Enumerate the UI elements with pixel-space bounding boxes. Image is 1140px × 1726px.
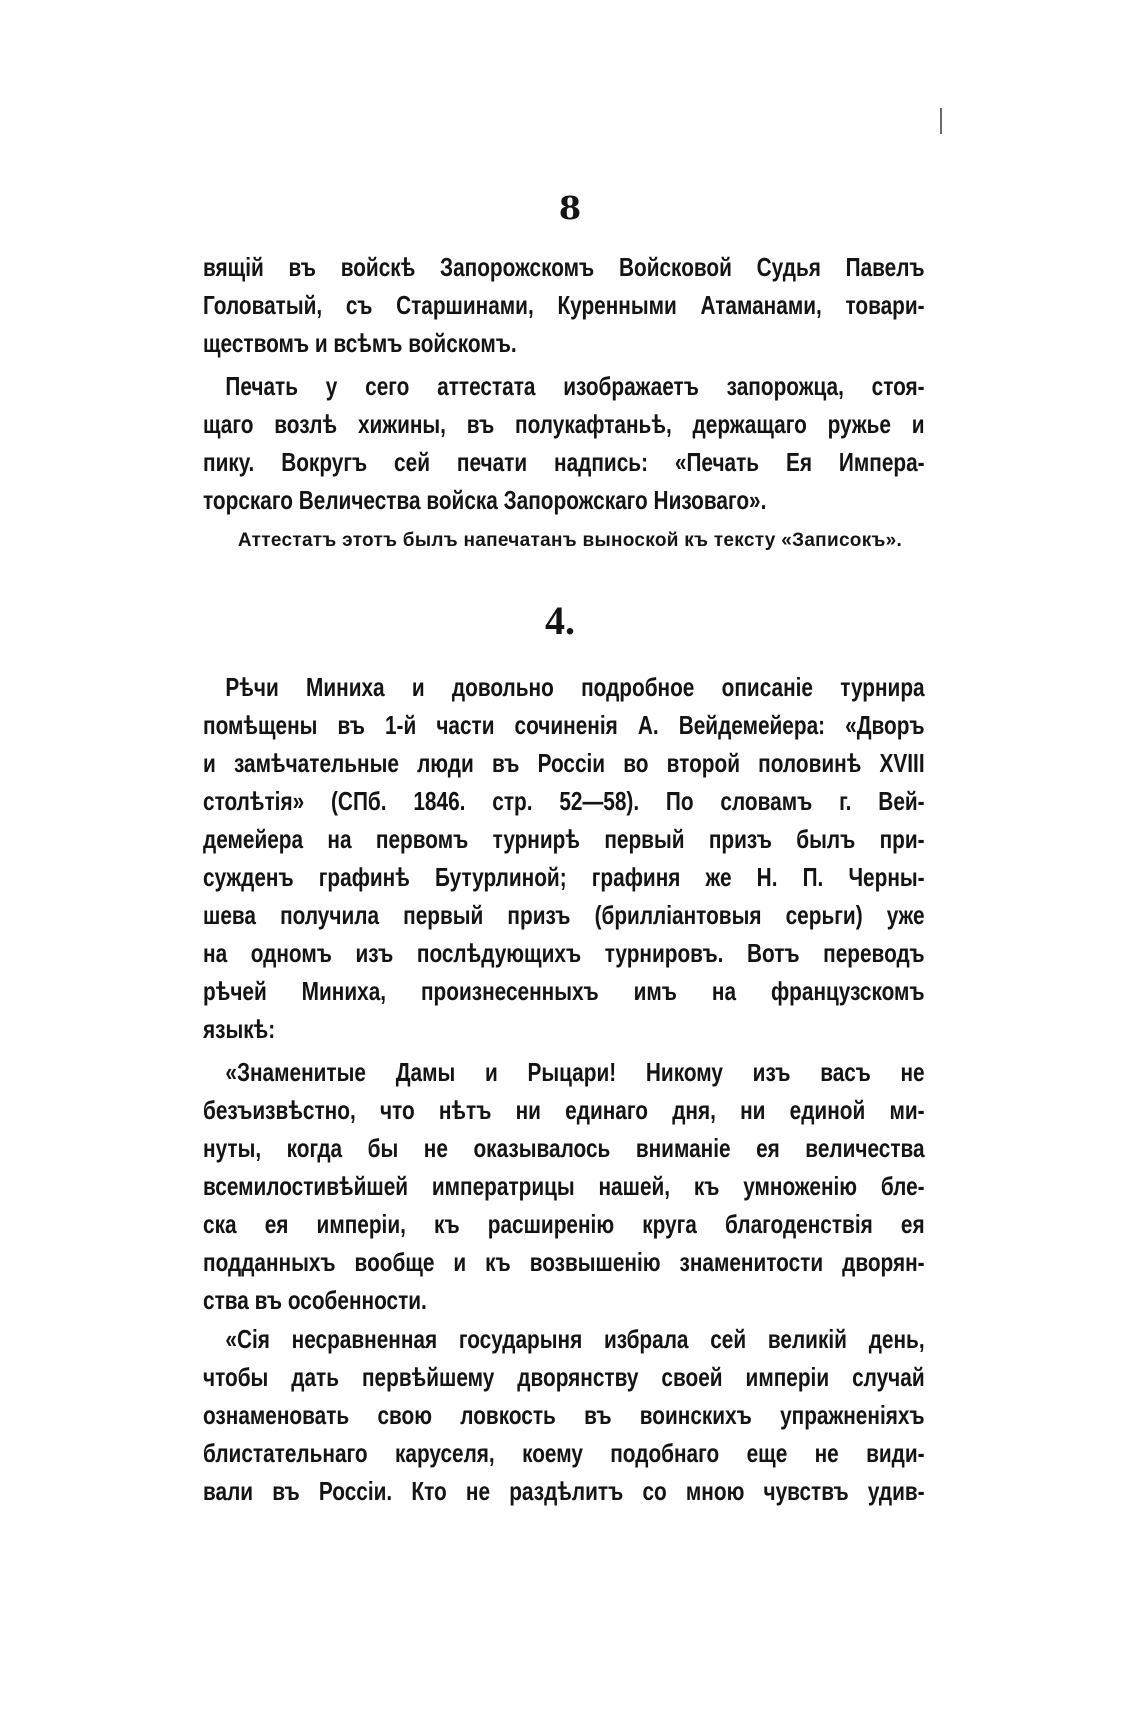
text-line: демейера на первомъ турнирѣ первый призъ былъ при-	[203, 824, 925, 854]
text-line: щаго возлѣ хижины, въ полукафтаньѣ, держащаго ружье и	[203, 409, 925, 439]
text-line: блистательнаго каруселя, коему подобнаго еще не види-	[203, 1438, 925, 1468]
text-line: языкѣ:	[203, 1014, 276, 1044]
text-line: на одномъ изъ послѣдующихъ турнировъ. Вотъ переводъ	[203, 938, 925, 968]
text-line: подданныхъ вообще и къ возвышенію знаменитости дворян-	[203, 1247, 925, 1277]
text-line: пику. Вокругъ сей печати надпись: «Печать Ея Импера-	[203, 447, 925, 477]
text-line: «Сія несравненная государыня избрала сей великій день,	[225, 1324, 925, 1354]
paragraph-top-1	[203, 248, 925, 362]
text-line: безъизвѣстно, что нѣтъ ни единаго дня, ни единой ми-	[203, 1095, 925, 1125]
text-line: всемилостивѣйшей императрицы нашей, къ умноженію бле-	[203, 1171, 925, 1201]
text-line: помѣщены въ 1-й части сочиненія А. Вейдемейера: «Дворъ	[203, 710, 925, 740]
text-line: столѣтія» (СПб. 1846. стр. 52—58). По словамъ г. Вей-	[203, 786, 925, 816]
text-line: и замѣчательные люди въ Россіи во второй половинѣ XVIII	[203, 748, 925, 778]
text-line: нуты, когда бы не оказывалось вниманіе ея величества	[203, 1133, 925, 1163]
paragraph-main-2	[203, 1053, 925, 1319]
footnote: Аттестатъ этотъ былъ напечатанъ выноской къ тексту «Записокъ».	[237, 530, 903, 551]
text-line: «Знаменитые Дамы и Рыцари! Никому изъ васъ не	[225, 1057, 925, 1087]
paragraph-main-1	[203, 668, 925, 1048]
text-line: шева получила первый призъ (брилліантовыя серьги) уже	[203, 900, 925, 930]
text-line: вящій въ войскѣ Запорожскомъ Войсковой Судья Павелъ	[203, 252, 925, 282]
text-line: вали въ Россіи. Кто не раздѣлитъ со мною чувствъ удив-	[203, 1476, 925, 1506]
page-number: 8	[558, 189, 582, 227]
text-line: Головатый, съ Старшинами, Куренными Атаманами, товари-	[203, 290, 925, 320]
section-number: 4.	[545, 598, 575, 643]
text-line: сужденъ графинѣ Бутурлиной; графиня же Н. П. Черны-	[203, 862, 925, 892]
paragraph-main-3	[203, 1320, 925, 1510]
text-line: ознаменовать свою ловкость въ воинскихъ упражненіяхъ	[203, 1400, 925, 1430]
scan-edge-mark	[940, 108, 942, 134]
text-line: чтобы дать первѣйшему дворянству своей имперіи случай	[203, 1362, 925, 1392]
paragraph-top-2	[203, 367, 925, 519]
text-line: Рѣчи Миниха и довольно подробное описаніе турнира	[225, 672, 925, 702]
text-line: ществомъ и всѣмъ войскомъ.	[203, 328, 517, 358]
text-line: Печать у сего аттестата изображаетъ запорожца, стоя-	[225, 371, 925, 401]
text-line: ска ея имперіи, къ расширенію круга благоденствія ея	[203, 1209, 925, 1239]
text-line: ства въ особенности.	[203, 1285, 427, 1315]
text-line: рѣчей Миниха, произнесенныхъ имъ на французскомъ	[203, 976, 925, 1006]
text-line: торскаго Величества войска Запорожскаго Низоваго».	[203, 485, 767, 515]
